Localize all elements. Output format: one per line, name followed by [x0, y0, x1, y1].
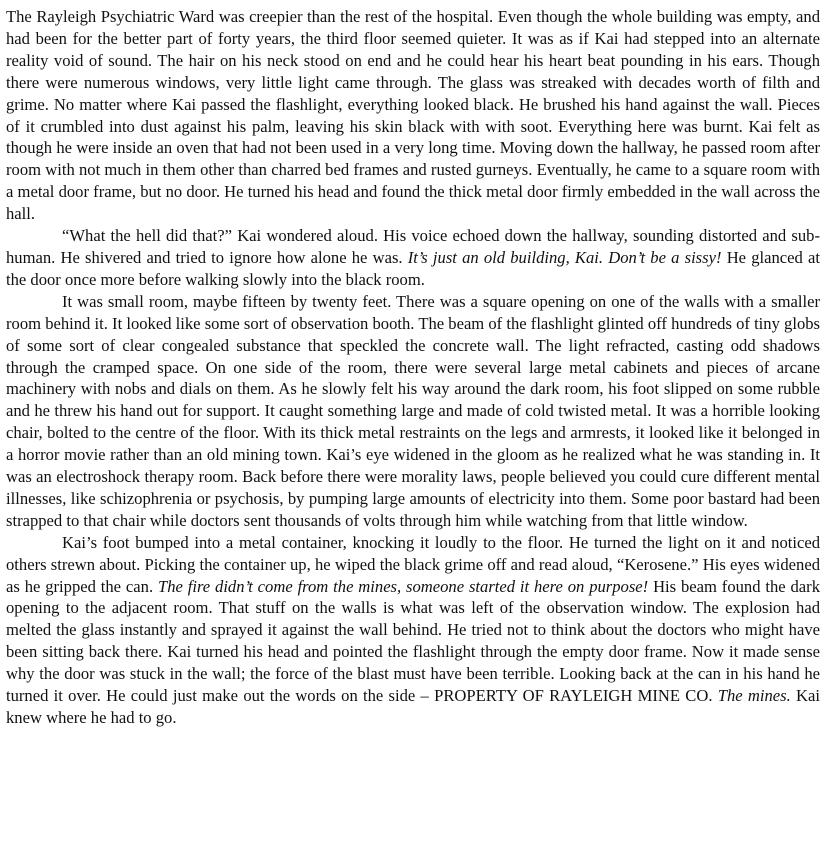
paragraph-4-text-end: Kai knew where he had to go.: [6, 686, 821, 727]
paragraph-4-text-middle: His beam found the dark opening to the adjacent room. That stuff on the walls is what was left of the observation window. The explosion had melted the glass instantly and sprayed it against the wall behind. He tried not to think about the doctors who might have been sitting back there. Kai turned his head and pointed the flashlight through the empty door frame. Now it made sense why the door was stuck in the wall; the force of the blast must have been terrible. Looking back at the can in his hand he turned it over. He could just make out the words on the side – PROPERTY OF RAYLEIGH MINE CO.: [6, 576, 820, 706]
paragraph-2: [6, 225, 820, 291]
paragraph-2-italic-thought: It’s just an old building, Kai. Don’t be a sissy!: [407, 247, 722, 267]
paragraph-3: [6, 291, 820, 532]
story-text: [6, 6, 820, 729]
paragraph-4-italic-mines: The mines.: [717, 686, 791, 706]
paragraph-4: [6, 532, 820, 729]
paragraph-2-text: “What the hell did that?” Kai wondered aloud. His voice echoed down the hallway, sounding distorted and sub-human. He shivered and tried to ignore how alone he was.: [6, 226, 820, 267]
paragraph-4-italic-thought: The fire didn’t come from the mines, someone started it here on purpose!: [157, 576, 649, 596]
paragraph-1-text: The Rayleigh Psychiatric Ward was creepier than the rest of the hospital. Even though the whole building was empty, and had been for the better part of forty years, the third floor seemed quieter. It was as if Kai had stepped into an alternate reality void of sound. The hair on his neck stood on end and he could hear his heart beat pounding in his ears. Though there were numerous windows, very little light came through. The glass was streaked with decades worth of filth and grime. No matter where Kai passed the flashlight, everything looked black. He brushed his hand against the wall. Pieces of it crumbled into dust against his palm, leaving his skin black with with soot. Everything here was burnt. Kai felt as though he were inside an oven that had not been used in a very long time. Moving down the hallway, he passed room after room with not much in them other than charred bed frames and rusted gurneys. Eventually, he came to a square room with a metal door frame, but no door. He turned his head and found the thick metal door firmly embedded in the wall across the hall.: [6, 7, 820, 224]
paragraph-1: [6, 6, 820, 225]
paragraph-2-text-end: He glanced at the door once more before walking slowly into the black room.: [6, 247, 820, 289]
paragraph-3-text: It was small room, maybe fifteen by twenty feet. There was a square opening on one of the walls with a smaller room behind it. It looked like some sort of observation booth. The beam of the flashlight glinted off hundreds of tiny globs of some sort of clear congealed substance that speckled the concrete wall. The light refracted, casting odd shadows through the cramped space. On one side of the room, there were several large metal cabinets and pieces of arcane machinery with nobs and dials on them. As he slowly felt his way around the dark room, his foot slipped on some rubble and he threw his hand out for support. It caught something large and made of cold twisted metal. It was a horrible looking chair, bolted to the centre of the floor. With its thick metal restraints on the legs and armrests, it looked like it belonged in a horror movie rather than an old mining town. Kai’s eye widened in the gloom as he realized what he was standing in. It was an electroshock therapy room. Back before there were morality laws, people believed you could cure different mental illnesses, like schizophrenia or psychosis, by pumping large amounts of electricity into them. Some poor bastard had been strapped to that chair while doctors sent thousands of volts through him while watching from that little window.: [6, 291, 820, 530]
paragraph-4-text: Kai’s foot bumped into a metal container, knocking it loudly to the floor. He turned the light on it and noticed others strewn about. Picking the container up, he wiped the black grime off and read aloud, “Kerosene.” His eyes widened as he gripped the can.: [6, 532, 820, 596]
